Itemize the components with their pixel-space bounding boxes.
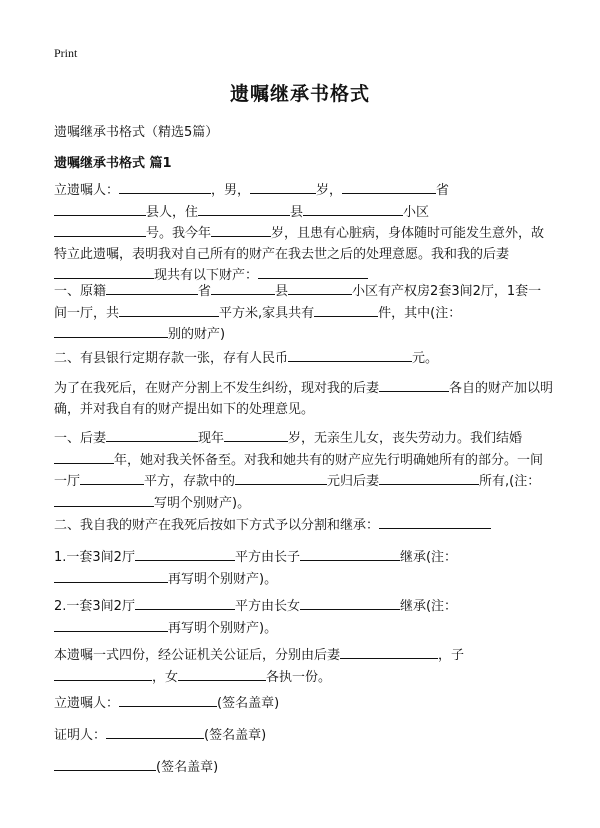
document-title: 遗嘱继承书格式	[229, 83, 370, 105]
blank-field	[54, 569, 168, 583]
blank-field	[54, 324, 168, 338]
text: 继承(注：	[399, 599, 458, 614]
text: 省	[436, 183, 450, 198]
blank-field	[340, 645, 438, 659]
blank-field	[54, 667, 152, 681]
signature-extra	[54, 757, 554, 779]
text: 2.一套3间2厅	[54, 599, 135, 614]
text: ，男，	[211, 183, 251, 198]
text: 岁，	[316, 183, 343, 198]
blank-field	[211, 281, 275, 295]
paragraph-property	[54, 281, 554, 346]
blank-field	[54, 757, 156, 771]
text: 1.一套3间2厅	[54, 550, 135, 565]
blank-field	[198, 202, 290, 216]
text: 小区有产权房2套3间2厅，1套一间一厅，共	[54, 284, 542, 321]
text: 立遗嘱人：	[54, 183, 120, 198]
blank-field	[106, 428, 198, 442]
text: 各自的财产加以明确，并对我自有的财产提出如下的处理意见。	[54, 381, 554, 417]
paragraph-intent	[54, 378, 554, 420]
blank-field	[379, 471, 479, 485]
print-link[interactable]: Print	[54, 46, 78, 60]
blank-field	[135, 547, 235, 561]
text: 平方由长子	[234, 550, 300, 565]
blank-field	[106, 281, 198, 295]
blank-field	[119, 303, 219, 317]
blank-field	[178, 667, 266, 681]
blank-field	[314, 303, 378, 317]
text: 平方由长女	[234, 599, 300, 614]
text: 证明人：	[54, 728, 107, 743]
text: 写明个别财产)。	[154, 495, 251, 511]
blank-field	[224, 428, 288, 442]
text: 元。	[412, 351, 439, 366]
blank-field	[54, 493, 154, 507]
section-heading: 遗嘱继承书格式 篇1	[54, 156, 172, 171]
text: 继承(注：	[399, 550, 458, 565]
paragraph-item-2	[54, 596, 554, 639]
blank-field	[300, 547, 400, 561]
blank-field	[250, 180, 316, 194]
paragraph-wife-share	[54, 428, 554, 514]
paragraph-item-1	[54, 547, 554, 590]
paragraph-copies	[54, 645, 554, 688]
text: 号。我今年	[146, 226, 212, 241]
text: 小区	[403, 204, 430, 220]
blank-field	[135, 596, 235, 610]
text: 再写明个别财产)。	[168, 620, 278, 636]
blank-field	[106, 725, 204, 739]
text: 二、有县银行定期存款一张，存有人民币	[54, 351, 289, 366]
blank-field	[288, 348, 412, 362]
text: 各执一份。	[266, 669, 332, 685]
paragraph-testator-info	[54, 180, 554, 287]
text: 别的财产)	[168, 327, 226, 342]
text: 一、原籍	[54, 284, 107, 299]
text: ，女	[152, 669, 179, 685]
blank-field	[235, 471, 327, 485]
blank-field	[288, 281, 352, 295]
blank-field	[54, 223, 146, 237]
text: 再写明个别财产)。	[168, 571, 278, 587]
text: 现年	[198, 431, 225, 446]
text: 县	[290, 204, 304, 220]
text: 平方米,家具共有	[219, 305, 315, 321]
blank-field	[300, 596, 400, 610]
text: 岁，无亲生儿女，丧失劳动力。我们结婚	[288, 431, 523, 446]
blank-field	[211, 223, 271, 237]
blank-field	[119, 693, 217, 707]
signature-witness	[54, 725, 554, 747]
text: 县	[275, 284, 289, 299]
text: (签名盖章)	[204, 728, 267, 743]
text: (签名盖章)	[156, 760, 219, 775]
blank-field	[54, 618, 168, 632]
text: 所有,(注：	[479, 474, 541, 489]
text: 年，她对我关怀备至。对我和她共有的财产应先行明确她所有的部分。一间一厅	[54, 452, 544, 489]
blank-field	[119, 180, 211, 194]
paragraph-deposit	[54, 348, 554, 370]
text: 元归后妻	[327, 474, 380, 489]
blank-field	[379, 378, 449, 392]
text: 现共有以下财产：	[154, 268, 259, 283]
paragraph-inheritance	[54, 515, 554, 537]
blank-field	[342, 180, 436, 194]
blank-field	[80, 471, 144, 485]
text: ，子	[438, 648, 465, 663]
signature-testator	[54, 693, 554, 715]
text: 平方，存款中的	[144, 474, 236, 489]
blank-field	[54, 450, 114, 464]
text: 二、我自我的财产在我死后按如下方式予以分割和继承：	[54, 518, 380, 533]
document-subtitle: 遗嘱继承书格式（精选5篇）	[54, 125, 219, 140]
text: 立遗嘱人：	[54, 696, 120, 711]
text: 为了在我死后，在财产分割上不发生纠纷，现对我的后妻	[54, 381, 380, 396]
blank-field	[379, 515, 491, 529]
text: 岁，且患有心脏病，身体随时可能发生意外，故特立此遗嘱，表明我对自己所有的财产在我去世之后的处理意愿。我和我的后妻	[54, 226, 545, 262]
blank-field	[54, 265, 154, 279]
text: 一、后妻	[54, 431, 107, 446]
blank-field	[54, 202, 146, 216]
text: 本遗嘱一式四份，经公证机关公证后，分别由后妻	[54, 648, 341, 663]
text: 件，其中(注：	[378, 305, 462, 321]
text: 省	[198, 284, 212, 299]
blank-field	[303, 202, 403, 216]
blank-field	[258, 265, 368, 279]
text: (签名盖章)	[217, 696, 280, 711]
text: 县人，住	[146, 204, 199, 220]
